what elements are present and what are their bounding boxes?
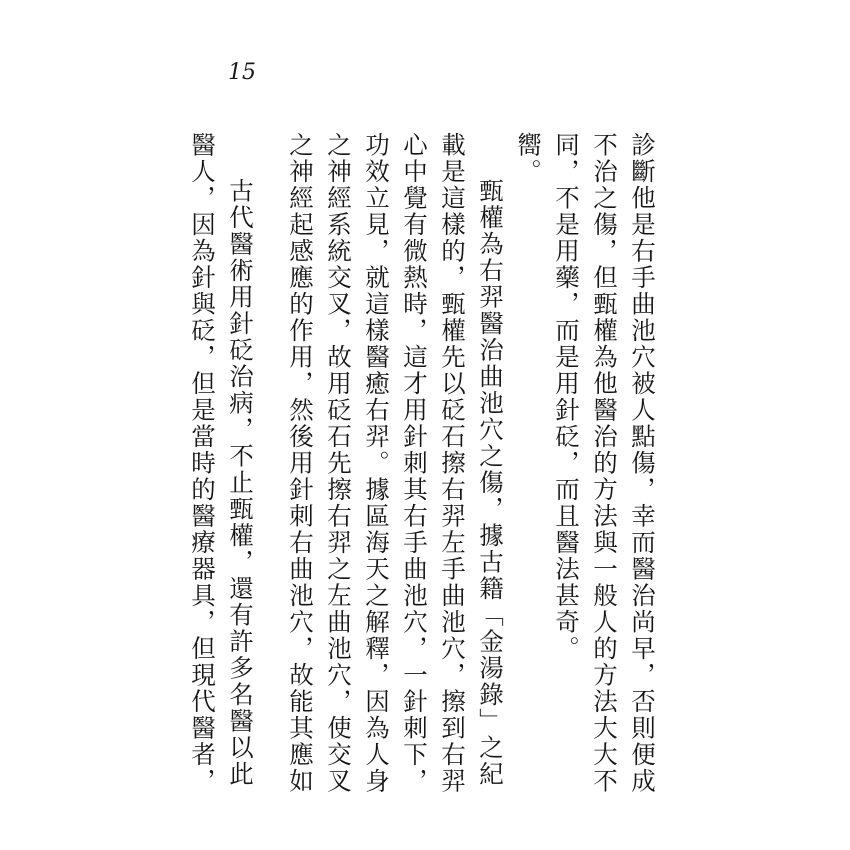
text-column-7: 心中覺有微熱時，這才用針刺其右手曲池穴，一針刺下，	[400, 132, 429, 795]
text-column-9: 之神經系統交叉，故用砭石先擦右羿之左曲池穴，使交叉	[324, 132, 353, 795]
text-column-8: 功效立見，就這樣醫癒右羿。據區海天之解釋，因為人身	[362, 132, 391, 795]
text-column-11: 古代醫術用針砭治病，不止甄權，還有許多名醫以此	[226, 178, 255, 788]
text-column-4: 嚮。	[514, 132, 543, 185]
text-column-3: 同，不是用藥，而是用針砭，而且醫法甚奇。	[552, 132, 581, 662]
text-column-6: 載是這樣的，甄權先以砭石擦右羿左手曲池穴，擦到右羿	[438, 132, 467, 795]
text-column-2: 不治之傷，但甄權為他醫治的方法與一般人的方法大大不	[590, 132, 619, 795]
page-number: 15	[228, 60, 256, 85]
text-column-10: 之神經起感應的作用，然後用針刺右曲池穴，故能其應如	[286, 132, 315, 795]
text-column-1: 診斷他是右手曲池穴被人點傷，幸而醫治尚早，否則便成	[628, 132, 657, 795]
text-column-12: 醫人，因為針與砭，但是當時的醫療器具，但現代醫者，	[188, 132, 217, 795]
text-column-5: 甄權為右羿醫治曲池穴之傷，據古籍「金湯錄」之紀	[476, 178, 505, 788]
